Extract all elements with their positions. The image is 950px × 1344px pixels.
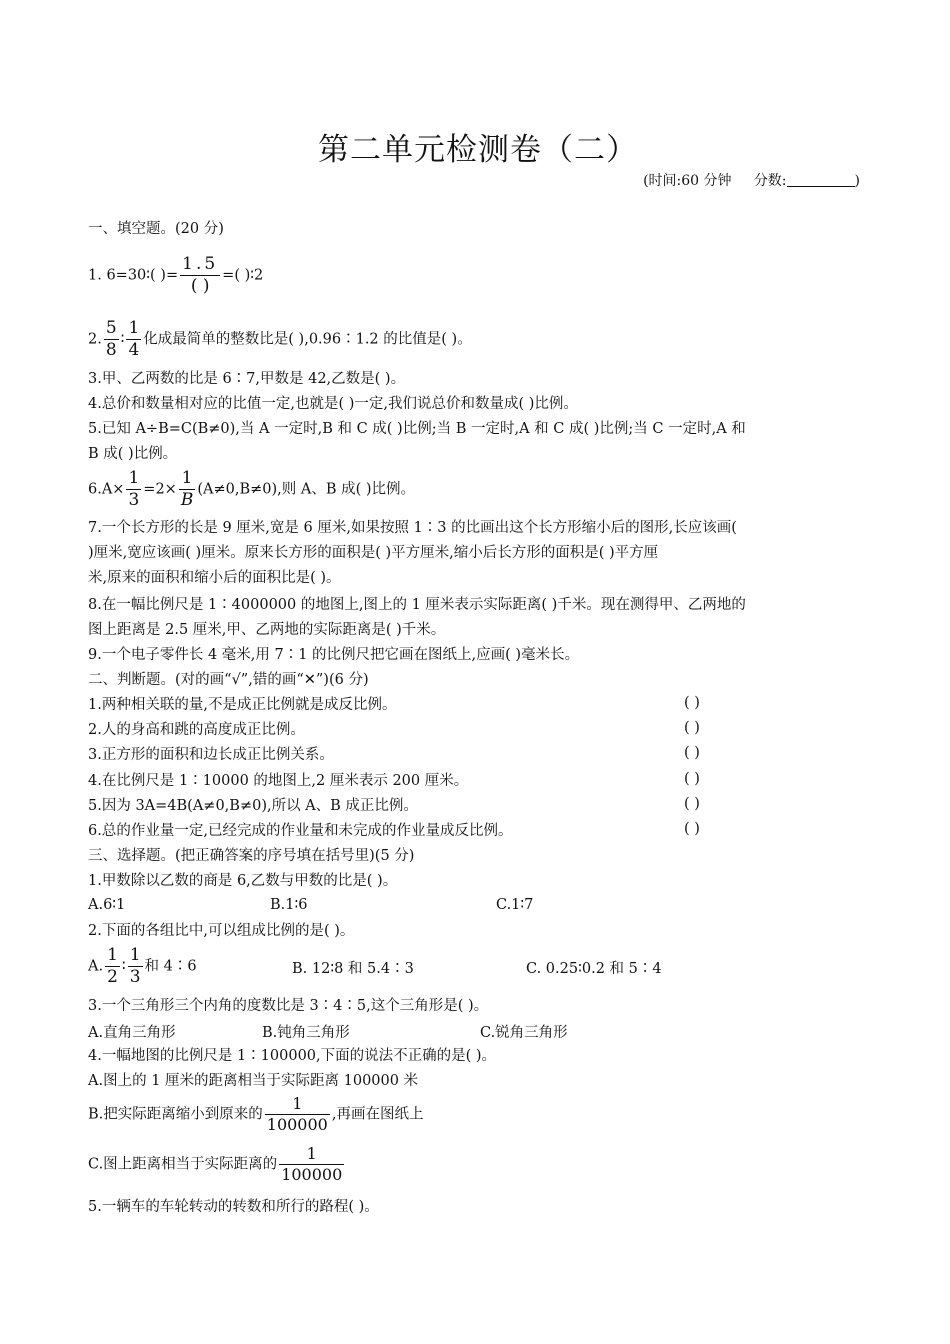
fill-q2 <box>88 320 472 359</box>
choice-q3-option-a[interactable]: A.直角三角形 <box>88 1025 176 1041</box>
q2a-f2-den: 3 <box>129 967 141 987</box>
q6-part-b: =2× <box>143 481 177 498</box>
q2-colon: ∶ <box>120 331 125 348</box>
choice-q3: 3.一个三角形三个内角的度数比是 3∶4∶5,这个三角形是( )。 <box>88 998 489 1014</box>
q2-f1-num: 5 <box>105 318 117 338</box>
q4c-fraction <box>279 1146 344 1183</box>
q4c-num: 1 <box>306 1144 317 1163</box>
q2-prefix: 2. <box>88 331 102 348</box>
q6-fraction-1 <box>126 470 141 509</box>
q2-f1-den: 8 <box>105 340 117 360</box>
choice-q2: 2.下面的各组比中,可以组成比例的是( )。 <box>88 923 355 939</box>
judge-answer-paren[interactable]: ( ) <box>684 695 700 711</box>
judge-item: 5.因为 3A=4B(A≠0,B≠0),所以 A、B 成正比例。 <box>88 798 418 814</box>
choice-q4-option-b[interactable] <box>88 1096 423 1133</box>
fill-q7-line3: 米,原来的面积和缩小后的面积比是( )。 <box>88 570 341 586</box>
fill-q9: 9.一个电子零件长 4 毫米,用 7∶1 的比例尺把它画在图纸上,应画( )毫米长。 <box>88 647 580 663</box>
score-label: 分数: <box>753 173 787 189</box>
q4b-pre: B.把实际距离缩小到原来的 <box>88 1106 263 1123</box>
q2a-colon: ∶ <box>121 958 126 975</box>
choice-q3-option-c[interactable]: C.锐角三角形 <box>480 1025 568 1041</box>
judge-item: 2.人的身高和跳的高度成正比例。 <box>88 722 305 738</box>
judge-answer-paren[interactable]: ( ) <box>684 745 700 761</box>
q6-part-a: 6.A× <box>88 481 125 498</box>
fill-q4: 4.总价和数量相对应的比值一定,也就是( )一定,我们说总价和数量成( )比例。 <box>88 396 578 412</box>
q4c-pre: C.图上距离相当于实际距离的 <box>88 1156 278 1173</box>
fill-q8-line1: 8.在一幅比例尺是 1∶4000000 的地图上,图上的 1 厘米表示实际距离( )千米。现在测得甲、乙两地的 <box>88 597 746 613</box>
fill-q5-line1: 5.已知 A÷B=C(B≠0),当 A 一定时,B 和 C 成( )比例;当 B 一定时,A 和 C 成( )比例;当 C 一定时,A 和 <box>88 421 746 437</box>
score-close: ) <box>854 173 860 189</box>
choice-q4: 4.一幅地图的比例尺是 1∶100000,下面的说法不正确的是( )。 <box>88 1048 497 1064</box>
q4b-num: 1 <box>292 1094 303 1113</box>
judge-answer-paren[interactable]: ( ) <box>684 796 700 812</box>
q6-fraction-2 <box>179 470 196 509</box>
time-score-line <box>643 170 860 190</box>
judge-answer-paren[interactable]: ( ) <box>684 771 700 787</box>
section-choice-heading: 三、选择题。(把正确答案的序号填在括号里)(5 分) <box>88 848 415 864</box>
fill-q3: 3.甲、乙两数的比是 6∶7,甲数是 42,乙数是( )。 <box>88 371 406 387</box>
choice-q3-option-b[interactable]: B.钝角三角形 <box>262 1025 350 1041</box>
page-title: 第二单元检测卷（二） <box>318 132 638 168</box>
fill-q7-line2: )厘米,宽应该画( )厘米。原来长方形的面积是( )平方厘米,缩小后长方形的面积是( )平方厘 <box>88 545 659 561</box>
q2-rest: 化成最简单的整数比是( ),0.96∶1.2 的比值是( )。 <box>143 331 472 348</box>
fill-q6 <box>88 470 415 509</box>
q2-fraction-1 <box>104 320 119 359</box>
section-judge-heading: 二、判断题。(对的画“√”,错的画“✕”)(6 分) <box>88 672 369 688</box>
q6-f2-den: B <box>180 490 194 510</box>
q2a-fraction-2 <box>128 947 143 986</box>
choice-q1-option-b[interactable]: B.1∶6 <box>270 897 308 913</box>
fill-q7-line1: 7.一个长方形的长是 9 厘米,宽是 6 厘米,如果按照 1∶3 的比画出这个长方形缩小后的图形,长应该画( <box>88 520 737 536</box>
choice-q4-option-a[interactable]: A.图上的 1 厘米的距离相当于实际距离 100000 米 <box>88 1073 419 1089</box>
q4b-fraction <box>265 1096 330 1133</box>
q4b-post: ,再画在图纸上 <box>331 1106 424 1123</box>
q2a-rest: 和 4∶6 <box>144 958 197 975</box>
judge-item: 1.两种相关联的量,不是成正比例就是成反比例。 <box>88 697 397 713</box>
q4c-den: 100000 <box>281 1165 343 1184</box>
q1-fraction <box>180 256 220 295</box>
time-label: (时间:60 分钟 <box>643 173 732 189</box>
fill-q1 <box>88 256 263 295</box>
q2-fraction-2 <box>126 320 141 359</box>
q2a-f1-den: 2 <box>107 967 118 987</box>
q6-f1-num: 1 <box>128 468 140 488</box>
choice-q1-option-c[interactable]: C.1∶7 <box>496 897 534 913</box>
q2a-prefix: A. <box>88 958 104 975</box>
q2-f2-den: 4 <box>128 340 140 360</box>
q2-f2-num: 1 <box>128 318 140 338</box>
q6-part-c: (A≠0,B≠0),则 A、B 成( )比例。 <box>197 481 416 498</box>
q6-f1-den: 3 <box>128 490 140 510</box>
choice-q1: 1.甲数除以乙数的商是 6,乙数与甲数的比是( )。 <box>88 873 398 889</box>
section-fill-heading: 一、填空题。(20 分) <box>88 221 224 237</box>
choice-q2-option-b[interactable]: B. 12∶8 和 5.4∶3 <box>292 961 414 977</box>
choice-q1-option-a[interactable]: A.6∶1 <box>88 897 126 913</box>
choice-q2-option-c[interactable]: C. 0.25∶0.2 和 5∶4 <box>526 961 662 977</box>
judge-answer-paren[interactable]: ( ) <box>684 720 700 736</box>
score-blank[interactable] <box>787 172 855 187</box>
q2a-fraction-1 <box>105 947 120 986</box>
choice-q2-option-a[interactable] <box>88 947 197 986</box>
judge-item: 6.总的作业量一定,已经完成的作业量和未完成的作业量成反比例。 <box>88 823 513 839</box>
fill-q5-line2: B 成( )比例。 <box>88 446 178 462</box>
choice-q5: 5.一辆车的车轮转动的转数和所行的路程( )。 <box>88 1199 379 1215</box>
q1-part-a: 1. 6=30∶( )= <box>88 267 179 284</box>
q1-numerator: 1.5 <box>182 254 219 274</box>
q1-denominator[interactable]: ( ) <box>180 275 220 295</box>
q6-f2-num: 1 <box>181 468 193 488</box>
q4b-den: 100000 <box>266 1115 328 1134</box>
judge-item: 3.正方形的面积和边长成正比例关系。 <box>88 747 334 763</box>
judge-item: 4.在比例尺是 1∶10000 的地图上,2 厘米表示 200 厘米。 <box>88 773 469 789</box>
q1-part-b: =( )∶2 <box>222 267 264 284</box>
choice-q4-option-c[interactable] <box>88 1146 346 1183</box>
q2a-f2-num: 1 <box>129 945 141 965</box>
judge-answer-paren[interactable]: ( ) <box>684 821 700 837</box>
fill-q8-line2: 图上距离是 2.5 厘米,甲、乙两地的实际距离是( )千米。 <box>88 622 446 638</box>
q2a-f1-num: 1 <box>107 945 118 965</box>
